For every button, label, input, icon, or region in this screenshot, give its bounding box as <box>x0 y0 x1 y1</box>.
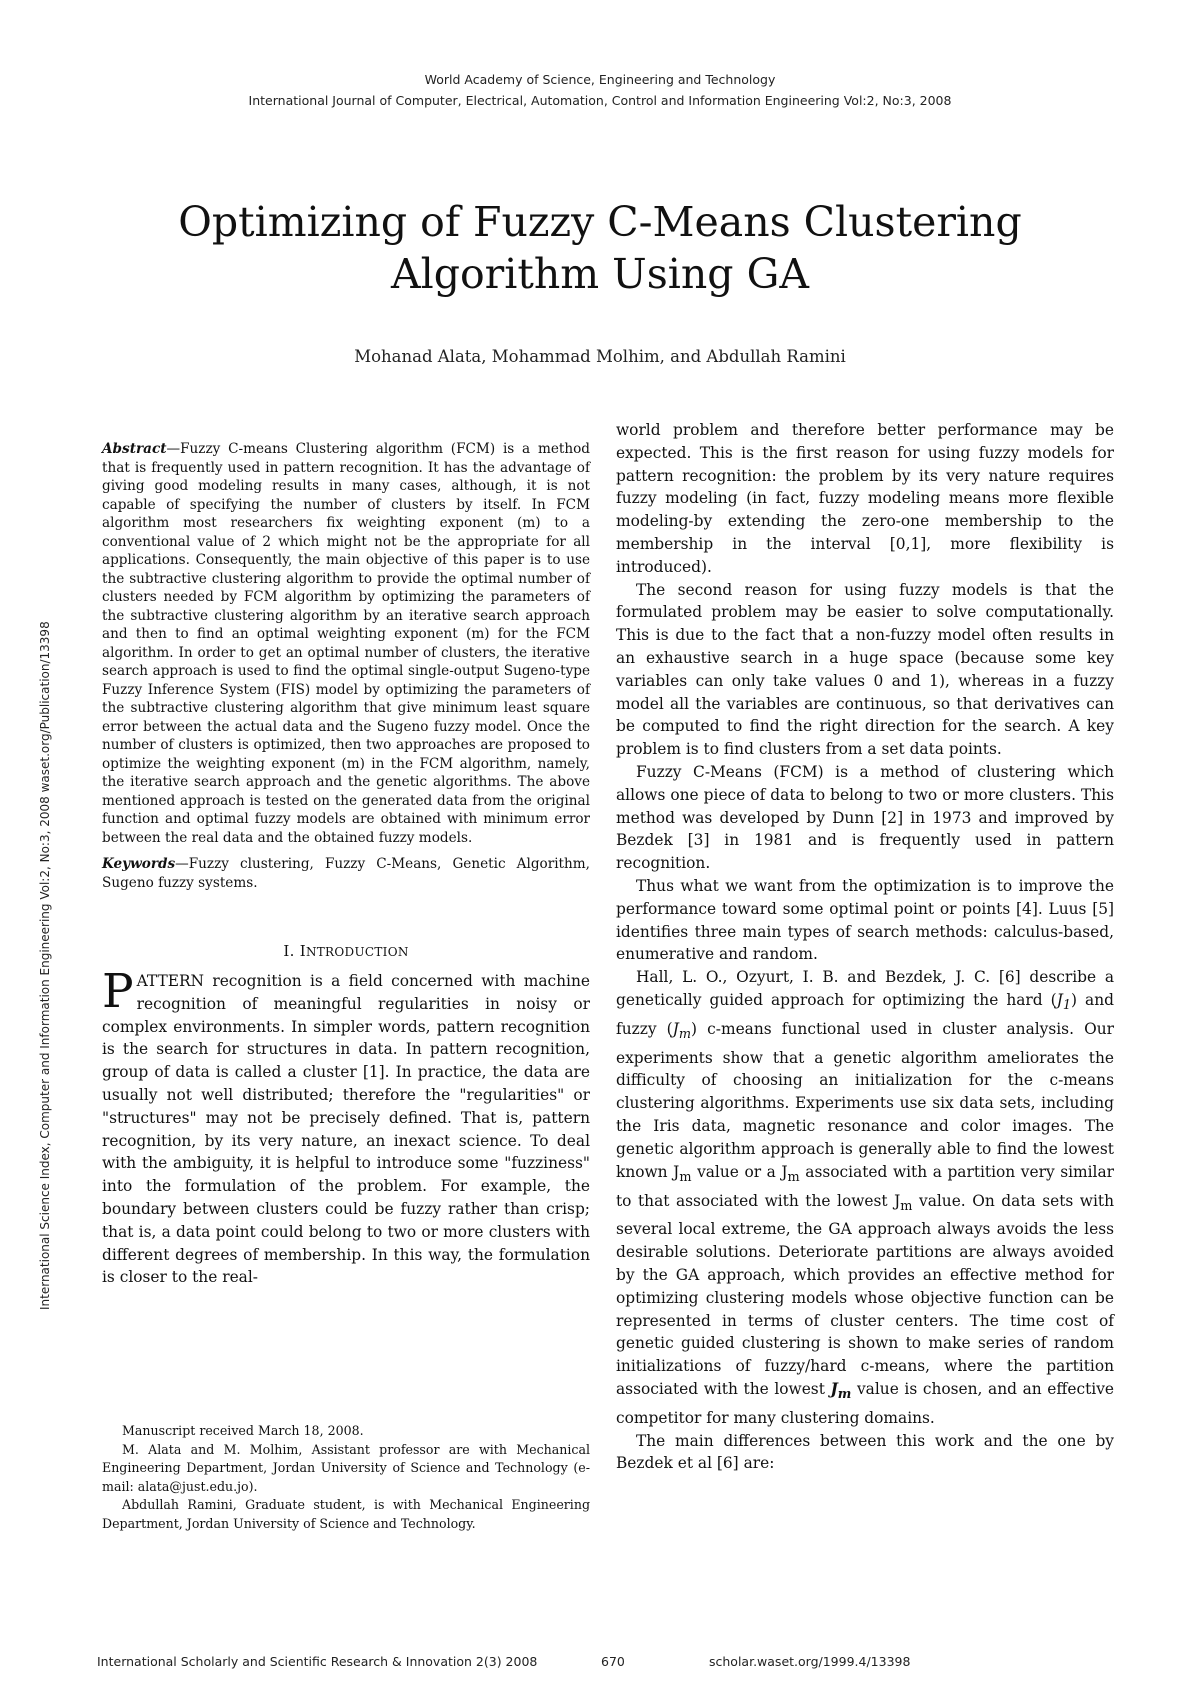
jm-base: J <box>672 1019 679 1038</box>
footnotes <box>102 1422 590 1534</box>
jm-sub-3: m <box>900 1198 913 1214</box>
footnote-authors1: M. Alata and M. Molhim, Assistant professor are with Mechanical Engineering Department, Jordan University of Science and Technology (e-mail: alata@just.edu.jo). <box>102 1441 590 1494</box>
jm2-base: J <box>830 1379 838 1398</box>
right-paragraph-6: The main differences between this work and the one by Bezdek et al [6] are: <box>616 1431 1114 1473</box>
vertical-index-sidebar: International Science Index, Computer and Information Engineering Vol:2, No:3, 2008 waset.org/Publication/13398 <box>38 621 52 1310</box>
p5-text-c: ) c-means functional used in cluster analysis. Our experiments show that a genetic algorithm ameliorates the difficulty of choosing an initialization for the c-means clustering algorithms. Experiments use six data sets, including the Iris data, magnetic resonance and color images. The genetic algorithm approach is generally able to find the lowest known J <box>616 1019 1114 1181</box>
abstract <box>102 440 590 847</box>
right-paragraph-4: Thus what we want from the optimization is to improve the performance toward some optimal point or points [4]. Luus [5] identifies three main types of search methods: calculus-based, enumerative and random. <box>616 876 1114 964</box>
section-number: I. <box>283 942 295 960</box>
p5-text-g: value is chosen, and an effective competitor for many clustering domains. <box>616 1379 1114 1427</box>
jm2-sub: m <box>837 1387 852 1403</box>
jm-sub-1: m <box>679 1169 692 1185</box>
footer-url: scholar.waset.org/1999.4/13398 <box>709 1654 911 1669</box>
paper-title-line2: Algorithm Using GA <box>391 250 809 298</box>
author-list: Mohanad Alata, Mohammad Molhim, and Abdullah Ramini <box>354 347 846 366</box>
drop-cap: P <box>102 964 134 1019</box>
p5-text-e: associated with a partition very similar to that associated with the lowest J <box>616 1162 1114 1210</box>
abstract-label: Abstract <box>102 441 167 457</box>
left-column <box>102 440 590 1289</box>
paper-title <box>100 196 1100 300</box>
keywords-label: Keywords <box>102 856 176 872</box>
intro-paragraph-text: ATTERN recognition is a field concerned with machine recognition of meaningful regularities in noisy or complex environments. In simpler words, pattern recognition is the search for structures in data. In pattern recognition, group of data is called a cluster [1]. In practice, the data are usually not well distributed; therefore the "regularities" or "structures" may not be precisely defined. That is, pattern recognition, by its very nature, an inexact science. To deal with the ambiguity, it is helpful to introduce some "fuzziness" into the formulation of the problem. For example, the boundary between clusters could be fuzzy rather than crisp; that is, a data point could belong to two or more clusters with different degrees of membership. In this way, the formulation is closer to the real- <box>102 972 590 1287</box>
p5-text-b: ) and fuzzy ( <box>616 990 1114 1038</box>
journal-header-line1: World Academy of Science, Engineering and Technology <box>424 72 776 87</box>
jm-sub-2: m <box>787 1169 800 1185</box>
p5-text-f: value. On data sets with several local extreme, the GA approach always avoids the less desirable solutions. Deteriorate partitions are always avoided by the GA approach, which provides an effective method for optimizing clustering models whose objective function can be represented in terms of cluster centers. The time cost of genetic guided clustering is shown to make series of random initializations of fuzzy/hard c-means, where the partition associated with the lowest <box>616 1191 1115 1398</box>
footer-publisher: International Scholarly and Scientific Research & Innovation 2(3) 2008 <box>97 1654 538 1669</box>
p5-text-d: value or a J <box>691 1162 788 1181</box>
j1-sub: 1 <box>1062 998 1072 1013</box>
jm-sub: m <box>678 1026 692 1042</box>
right-paragraph-2: The second reason for using fuzzy models is that the formulated problem may be easier to solve computationally. This is due to the fact that a non-fuzzy model often results in an exhaustive search in a huge space (because some key variables can only take values 0 and 1), whereas in a fuzzy model all the variables are continuous, so that derivatives can be computed to find the right direction for the search. A key problem is to find clusters from a set data points. <box>616 580 1114 759</box>
section-title-first-letter: I <box>299 942 306 960</box>
section-title-rest: NTRODUCTION <box>305 945 409 959</box>
symbol-j1 <box>1056 990 1072 1013</box>
paper-title-line1: Optimizing of Fuzzy C-Means Clustering <box>178 198 1022 246</box>
footnote-authors2: Abdullah Ramini, Graduate student, is with Mechanical Engineering Department, Jordan University of Science and Technology. <box>102 1497 590 1531</box>
right-paragraph-5 <box>616 966 1114 1430</box>
abstract-text: —Fuzzy C-means Clustering algorithm (FCM) is a method that is frequently used in pattern recognition. It has the advantage of giving good modeling results in many cases, although, it is not capable of specifying the number of clusters by itself. In FCM algorithm most researchers fix weighting exponent (m) to a conventional value of 2 which might not be the appropriate for all applications. Consequently, the main objective of this paper is to use the subtractive clustering algorithm to provide the optimal number of clusters needed by FCM algorithm by optimizing the parameters of the subtractive clustering algorithm by an iterative search approach and then to find an optimal weighting exponent (m) for the FCM algorithm. In order to get an optimal number of clusters, the iterative search approach is used to find the optimal single-output Sugeno-type Fuzzy Inference System (FIS) model by optimizing the parameters of the subtractive clustering algorithm that give minimum least square error between the actual data and the Sugeno fuzzy model. Once the number of clusters is optimized, then two approaches are proposed to optimize the weighting exponent (m) in the FCM algorithm, namely, the iterative search approach and the genetic algorithms. The above mentioned approach is tested on the generated data from the original function and optimal fuzzy models are obtained with minimum error between the real data and the obtained fuzzy models. <box>102 441 590 846</box>
intro-paragraph <box>102 964 590 1289</box>
symbol-jm <box>672 1019 692 1042</box>
keywords-text: —Fuzzy clustering, Fuzzy C-Means, Genetic Algorithm, Sugeno fuzzy systems. <box>102 856 590 891</box>
section-heading-introduction <box>102 942 590 960</box>
right-paragraph-1: world problem and therefore better performance may be expected. This is the first reason for using fuzzy models for pattern recognition: the problem by its very nature requires fuzzy modeling (in fact, fuzzy modeling means more flexible modeling-by extending the zero-one membership to the membership in the interval [0,1], more flexibility is introduced). <box>616 421 1114 576</box>
keywords <box>102 855 590 892</box>
right-column <box>616 419 1114 1475</box>
page-number: 670 <box>601 1654 625 1669</box>
footnote-received: Manuscript received March 18, 2008. <box>122 1423 364 1438</box>
right-paragraph-3: Fuzzy C-Means (FCM) is a method of clustering which allows one piece of data to belong to two or more clusters. This method was developed by Dunn [2] in 1973 and improved by Bezdek [3] in 1981 and is frequently used in pattern recognition. <box>616 762 1114 873</box>
symbol-jm-bold <box>830 1379 852 1403</box>
j1-base: J <box>1056 990 1063 1009</box>
journal-header-line2: International Journal of Computer, Electrical, Automation, Control and Information Engineering Vol:2, No:3, 2008 <box>248 93 952 108</box>
p5-text-a: Hall, L. O., Ozyurt, I. B. and Bezdek, J. C. [6] describe a genetically guided approach for optimizing the hard ( <box>616 968 1114 1009</box>
